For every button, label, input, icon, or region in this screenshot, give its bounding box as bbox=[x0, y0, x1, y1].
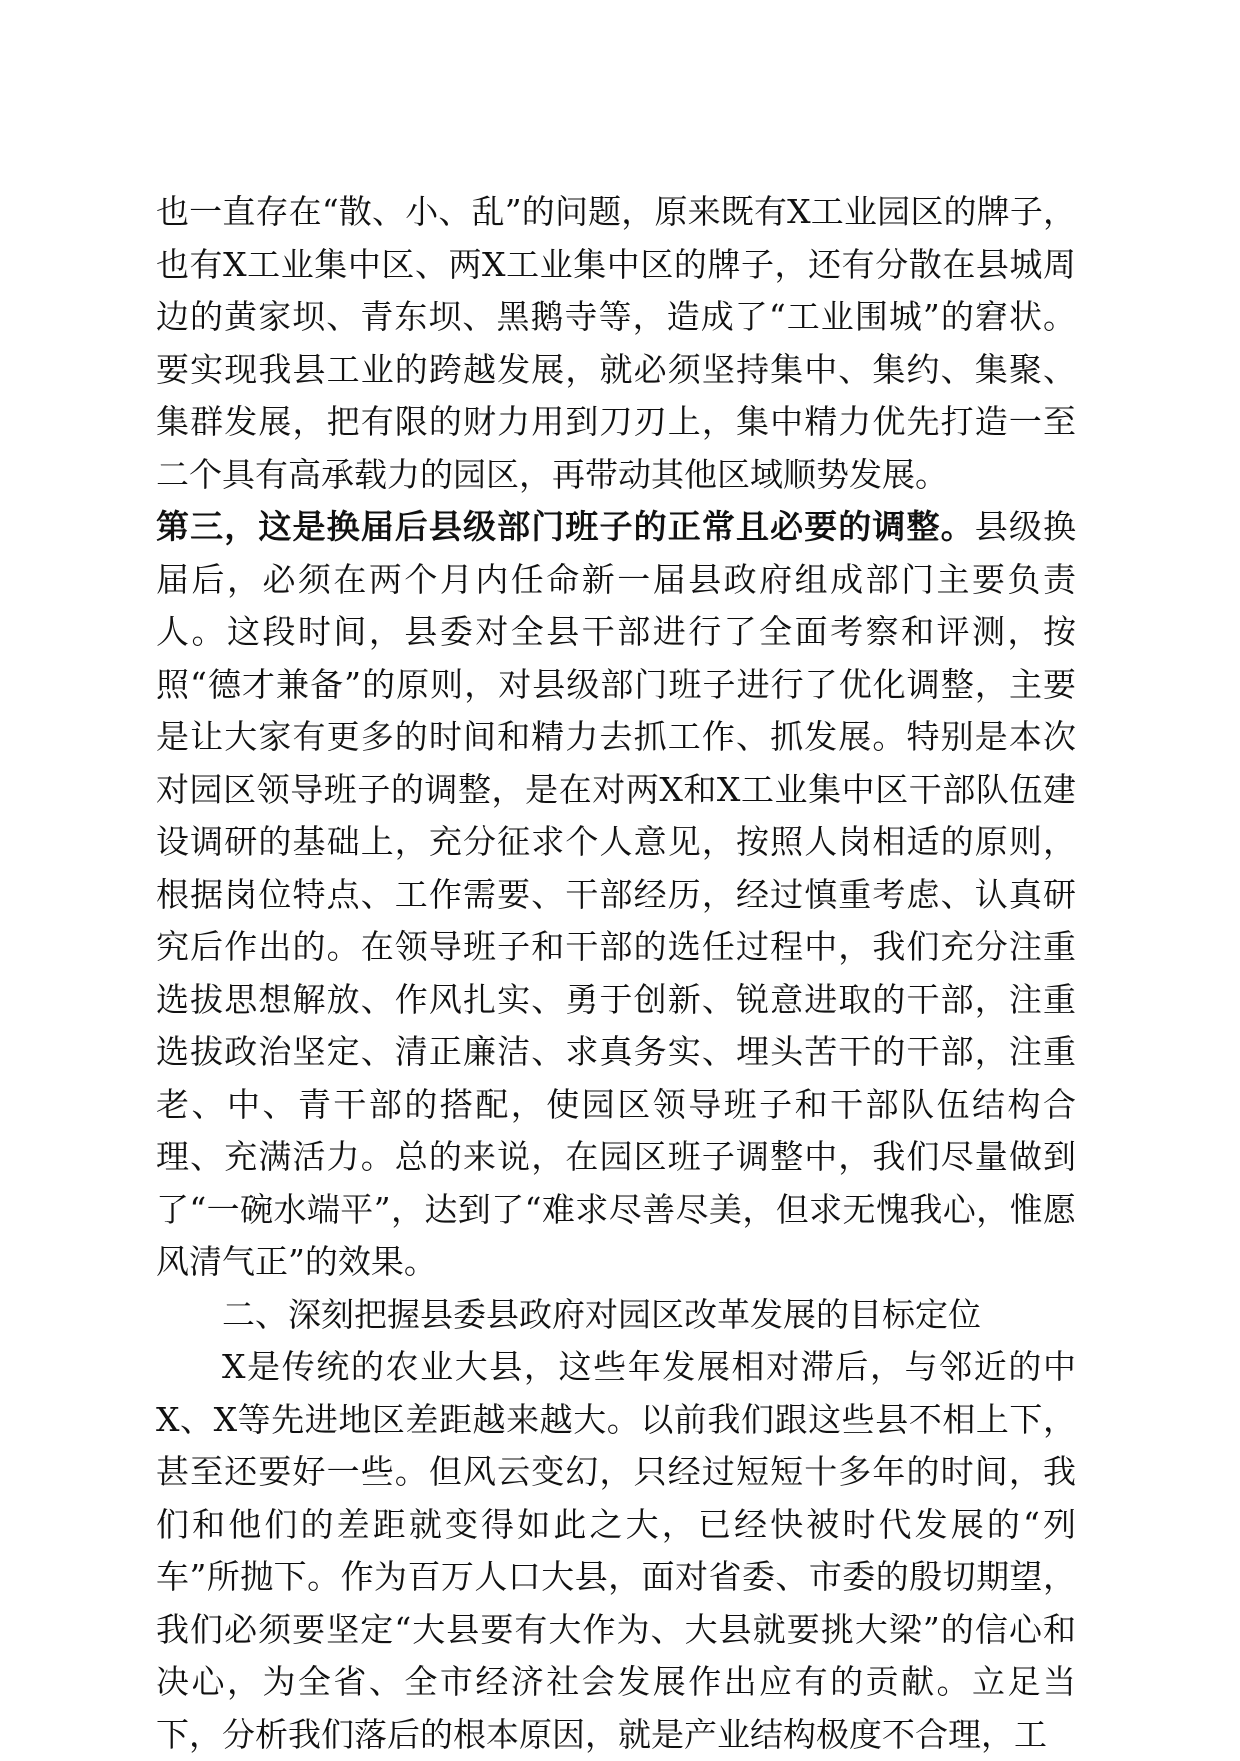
document-body bbox=[156, 186, 1076, 1761]
paragraph-2 bbox=[156, 501, 1076, 1289]
paragraph-2-lead-bold: 第三，这是换届后县级部门班子的正常且必要的调整。 bbox=[156, 507, 975, 546]
paragraph-3: X是传统的农业大县，这些年发展相对滞后，与邻近的中X、X等先进地区差距越来越大。以前我们跟这些县不相上下，甚至还要好一些。但风云变幻，只经过短短十多年的时间，我们和他们的差距就变得如此之大，已经快被时代发展的“列车”所抛下。作为百万人口大县，面对省委、市委的殷切期望，我们必须要坚定“大县要有大作为、大县就要挑大梁”的信心和决心，为全省、全市经济社会发展作出应有的贡献。立足当下，分析我们落后的根本原因，就是产业结构极度不合理，工 bbox=[156, 1347, 1076, 1754]
paragraph-2-body: 县级换届后，必须在两个月内任命新一届县政府组成部门主要负责人。这段时间，县委对全县干部进行了全面考察和评测，按照“德才兼备”的原则，对县级部门班子进行了优化调整，主要是让大家有更多的时间和精力去抓工作、抓发展。特别是本次对园区领导班子的调整，是在对两X和X工业集中区干部队伍建设调研的基础上，充分征求个人意见，按照人岗相适的原则，根据岗位特点、工作需要、干部经历，经过慎重考虑、认真研究后作出的。在领导班子和干部的选任过程中，我们充分注重选拔思想解放、作风扎实、勇于创新、锐意进取的干部，注重选拔政治坚定、清正廉洁、求真务实、埋头苦干的干部，注重老、中、青干部的搭配，使园区领导班子和干部队伍结构合理、充满活力。总的来说，在园区班子调整中，我们尽量做到了“一碗水端平”，达到了“难求尽善尽美，但求无愧我心，惟愿风清气正”的效果。 bbox=[156, 507, 1077, 1281]
section-heading-2: 二、深刻把握县委县政府对园区改革发展的目标定位 bbox=[222, 1294, 981, 1334]
paragraph-1: 也一直存在“散、小、乱”的问题，原来既有X工业园区的牌子，也有X工业集中区、两X工业集中区的牌子，还有分散在县城周边的黄家坝、青东坝、黑鹅寺等，造成了“工业围城”的窘状。要实现我县工业的跨越发展，就必须坚持集中、集约、集聚、集群发展，把有限的财力用到刀刃上，集中精力优先打造一至二个具有高承载力的园区，再带动其他区域顺势发展。 bbox=[156, 192, 1076, 494]
